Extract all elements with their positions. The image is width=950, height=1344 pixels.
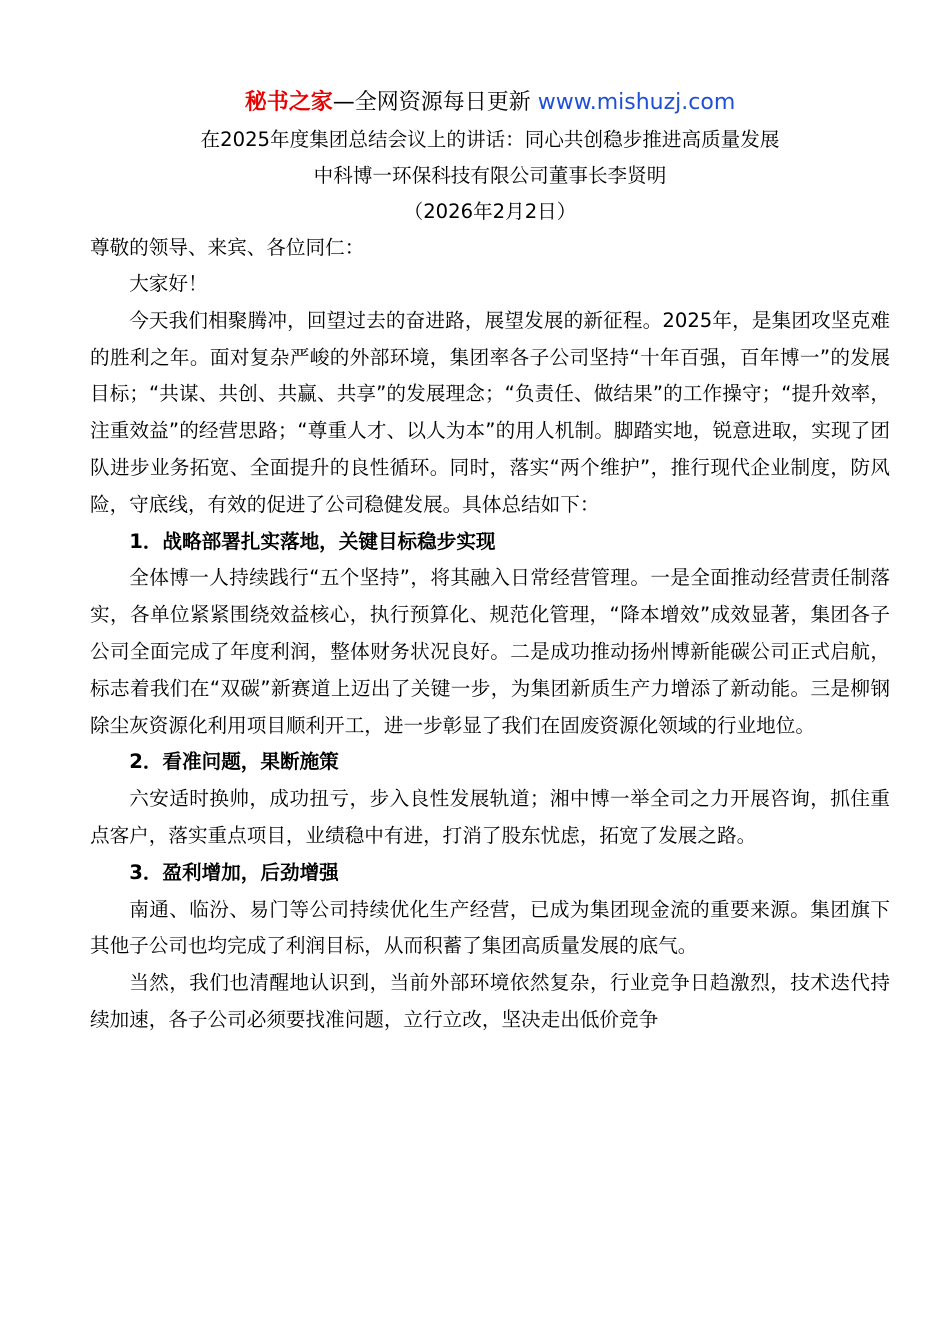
date-line: （2026年2月2日）	[403, 200, 577, 223]
section-2-body: 六安适时换帅，成功扭亏，步入良性发展轨道；湘中博一举全司之力开展咨询，抓住重点客户，落实重点项目，业绩稳中有进，打消了股东忧虑，拓宽了发展之路。	[90, 787, 890, 847]
intro-paragraph: 今天我们相聚腾冲，回望过去的奋进路，展望发展的新征程。2025年，是集团攻坚克难的胜利之年。面对复杂严峻的外部环境，集团率各子公司坚持“十年百强，百年博一”的发展目标；“共谋、共创、共赢、共享”的发展理念；“负责任、做结果”的工作操守；“提升效率，注重效益”的经营思路；“尊重人才、以人为本”的用人机制。脚踏实地，锐意进取，实现了团队进步业务拓宽、全面提升的良性循环。同时，落实“两个维护”，推行现代企业制度，防风险，守底线，有效的促进了公司稳健发展。具体总结如下：	[90, 308, 890, 516]
speaker-line: 中科博一环保科技有限公司董事长李贤明	[313, 164, 667, 187]
section-1-heading: 1．战略部署扎实落地，关键目标稳步实现	[129, 529, 496, 553]
hello-paragraph: 大家好！	[129, 272, 208, 295]
site-banner	[90, 84, 890, 122]
document-page	[90, 84, 890, 1039]
brand-name: 秘书之家	[244, 90, 333, 115]
document-title: 在2025年度集团总结会议上的讲话：同心共创稳步推进高质量发展	[200, 128, 780, 151]
section-3-heading: 3．盈利增加，后劲增强	[129, 860, 339, 884]
site-url-link[interactable]: www.mishuzj.com	[537, 90, 736, 115]
section-3-body: 南通、临汾、易门等公司持续优化生产经营，已成为集团现金流的重要来源。集团旗下其他子公司也均完成了利润目标，从而积蓄了集团高质量发展的底气。	[90, 897, 890, 958]
banner-tagline: —全网资源每日更新	[332, 90, 538, 115]
closing-paragraph: 当然，我们也清醒地认识到，当前外部环境依然复杂，行业竞争日趋激烈，技术迭代持续加速，各子公司必须要找准问题，立行立改，坚决走出低价竞争	[90, 971, 890, 1031]
section-1-body: 全体博一人持续践行“五个坚持”，将其融入日常经营管理。一是全面推动经营责任制落实，各单位紧紧围绕效益核心，执行预算化、规范化管理，“降本增效”成效显著，集团各子公司全面完成了年度利润，整体财务状况良好。二是成功推动扬州博新能碳公司正式启航，标志着我们在“双碳”新赛道上迈出了关键一步，为集团新质生产力增添了新动能。三是柳钢除尘灰资源化利用项目顺利开工，进一步彰显了我们在固废资源化领域的行业地位。	[90, 566, 890, 737]
salutation: 尊敬的领导、来宾、各位同仁：	[90, 236, 365, 259]
section-2-heading: 2．看准问题，果断施策	[129, 750, 339, 774]
